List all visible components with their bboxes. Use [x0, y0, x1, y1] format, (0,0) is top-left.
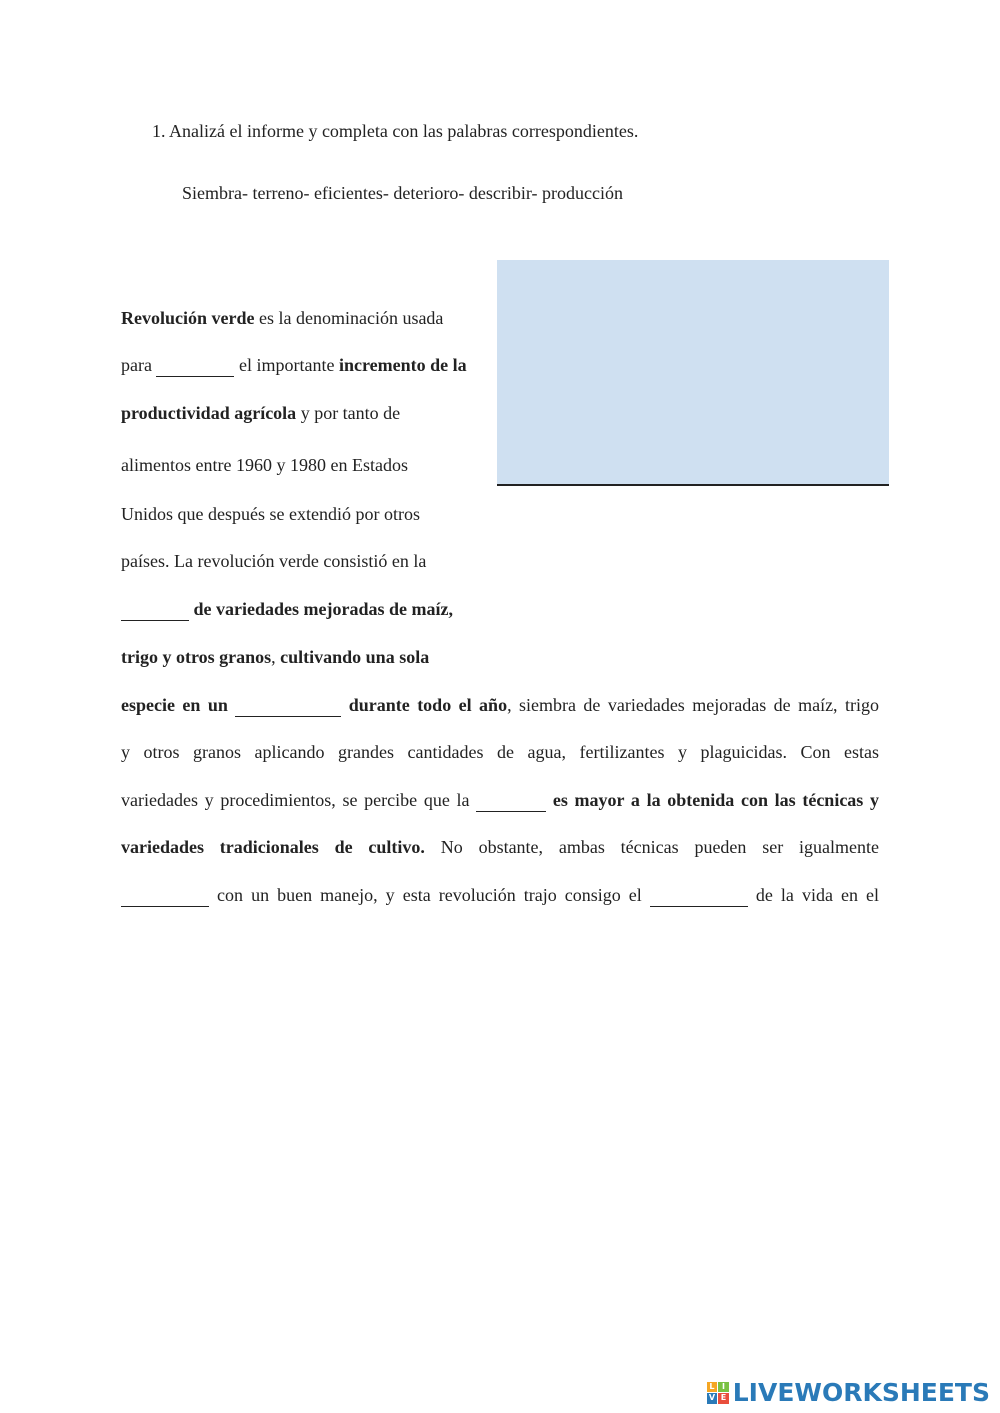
- logo-mark-letter: I: [718, 1382, 729, 1393]
- text-line: y otros granos aplicando grandes cantidades de agua, fertilizantes y plaguicidas. Con estas: [121, 742, 879, 762]
- text-line: alimentos entre 1960 y 1980 en Estados: [121, 455, 408, 475]
- blank-siembra[interactable]: [121, 602, 189, 621]
- logo-mark-icon: [707, 1382, 729, 1404]
- text-line: con un buen manejo, y esta revolución trajo consigo el de la vida en el: [121, 883, 879, 907]
- text-line: variedades y procedimientos, se percibe que la es mayor a la obtenida con las técnicas y: [121, 790, 879, 810]
- text-line: para el importante incremento de la: [121, 355, 467, 375]
- text-line: Revolución verde es la denominación usada: [121, 308, 444, 328]
- text-line: variedades tradicionales de cultivo. No obstante, ambas técnicas pueden ser igualmente: [121, 837, 880, 857]
- instruction: 1. Analizá el informe y completa con las palabras correspondientes.: [152, 121, 639, 141]
- text-line: productividad agrícola y por tanto de: [121, 403, 401, 423]
- text-line: Unidos que después se extendió por otros: [121, 504, 420, 524]
- image-placeholder: [497, 260, 889, 486]
- text-line: especie en un durante todo el año, siembra de variedades mejoradas de maíz, trigo: [121, 695, 879, 715]
- logo-mark-letter: V: [707, 1393, 718, 1404]
- word-bank: Siembra- terreno- eficientes- deterioro- describir- producción: [182, 183, 623, 203]
- liveworksheets-logo: [707, 1378, 990, 1407]
- logo-mark-letter: L: [707, 1382, 718, 1393]
- blank-describir[interactable]: [156, 358, 234, 377]
- text-line: trigo y otros granos, cultivando una sola: [121, 647, 430, 667]
- logo-mark-letter: E: [718, 1393, 729, 1404]
- blank-eficientes[interactable]: [121, 888, 209, 907]
- text-line: países. La revolución verde consistió en la: [121, 551, 427, 571]
- text-line: de variedades mejoradas de maíz,: [121, 597, 453, 621]
- logo-text: LIVEWORKSHEETS: [732, 1378, 990, 1407]
- blank-deterioro[interactable]: [650, 888, 748, 907]
- blank-produccion[interactable]: [476, 793, 546, 812]
- blank-terreno[interactable]: [235, 698, 341, 717]
